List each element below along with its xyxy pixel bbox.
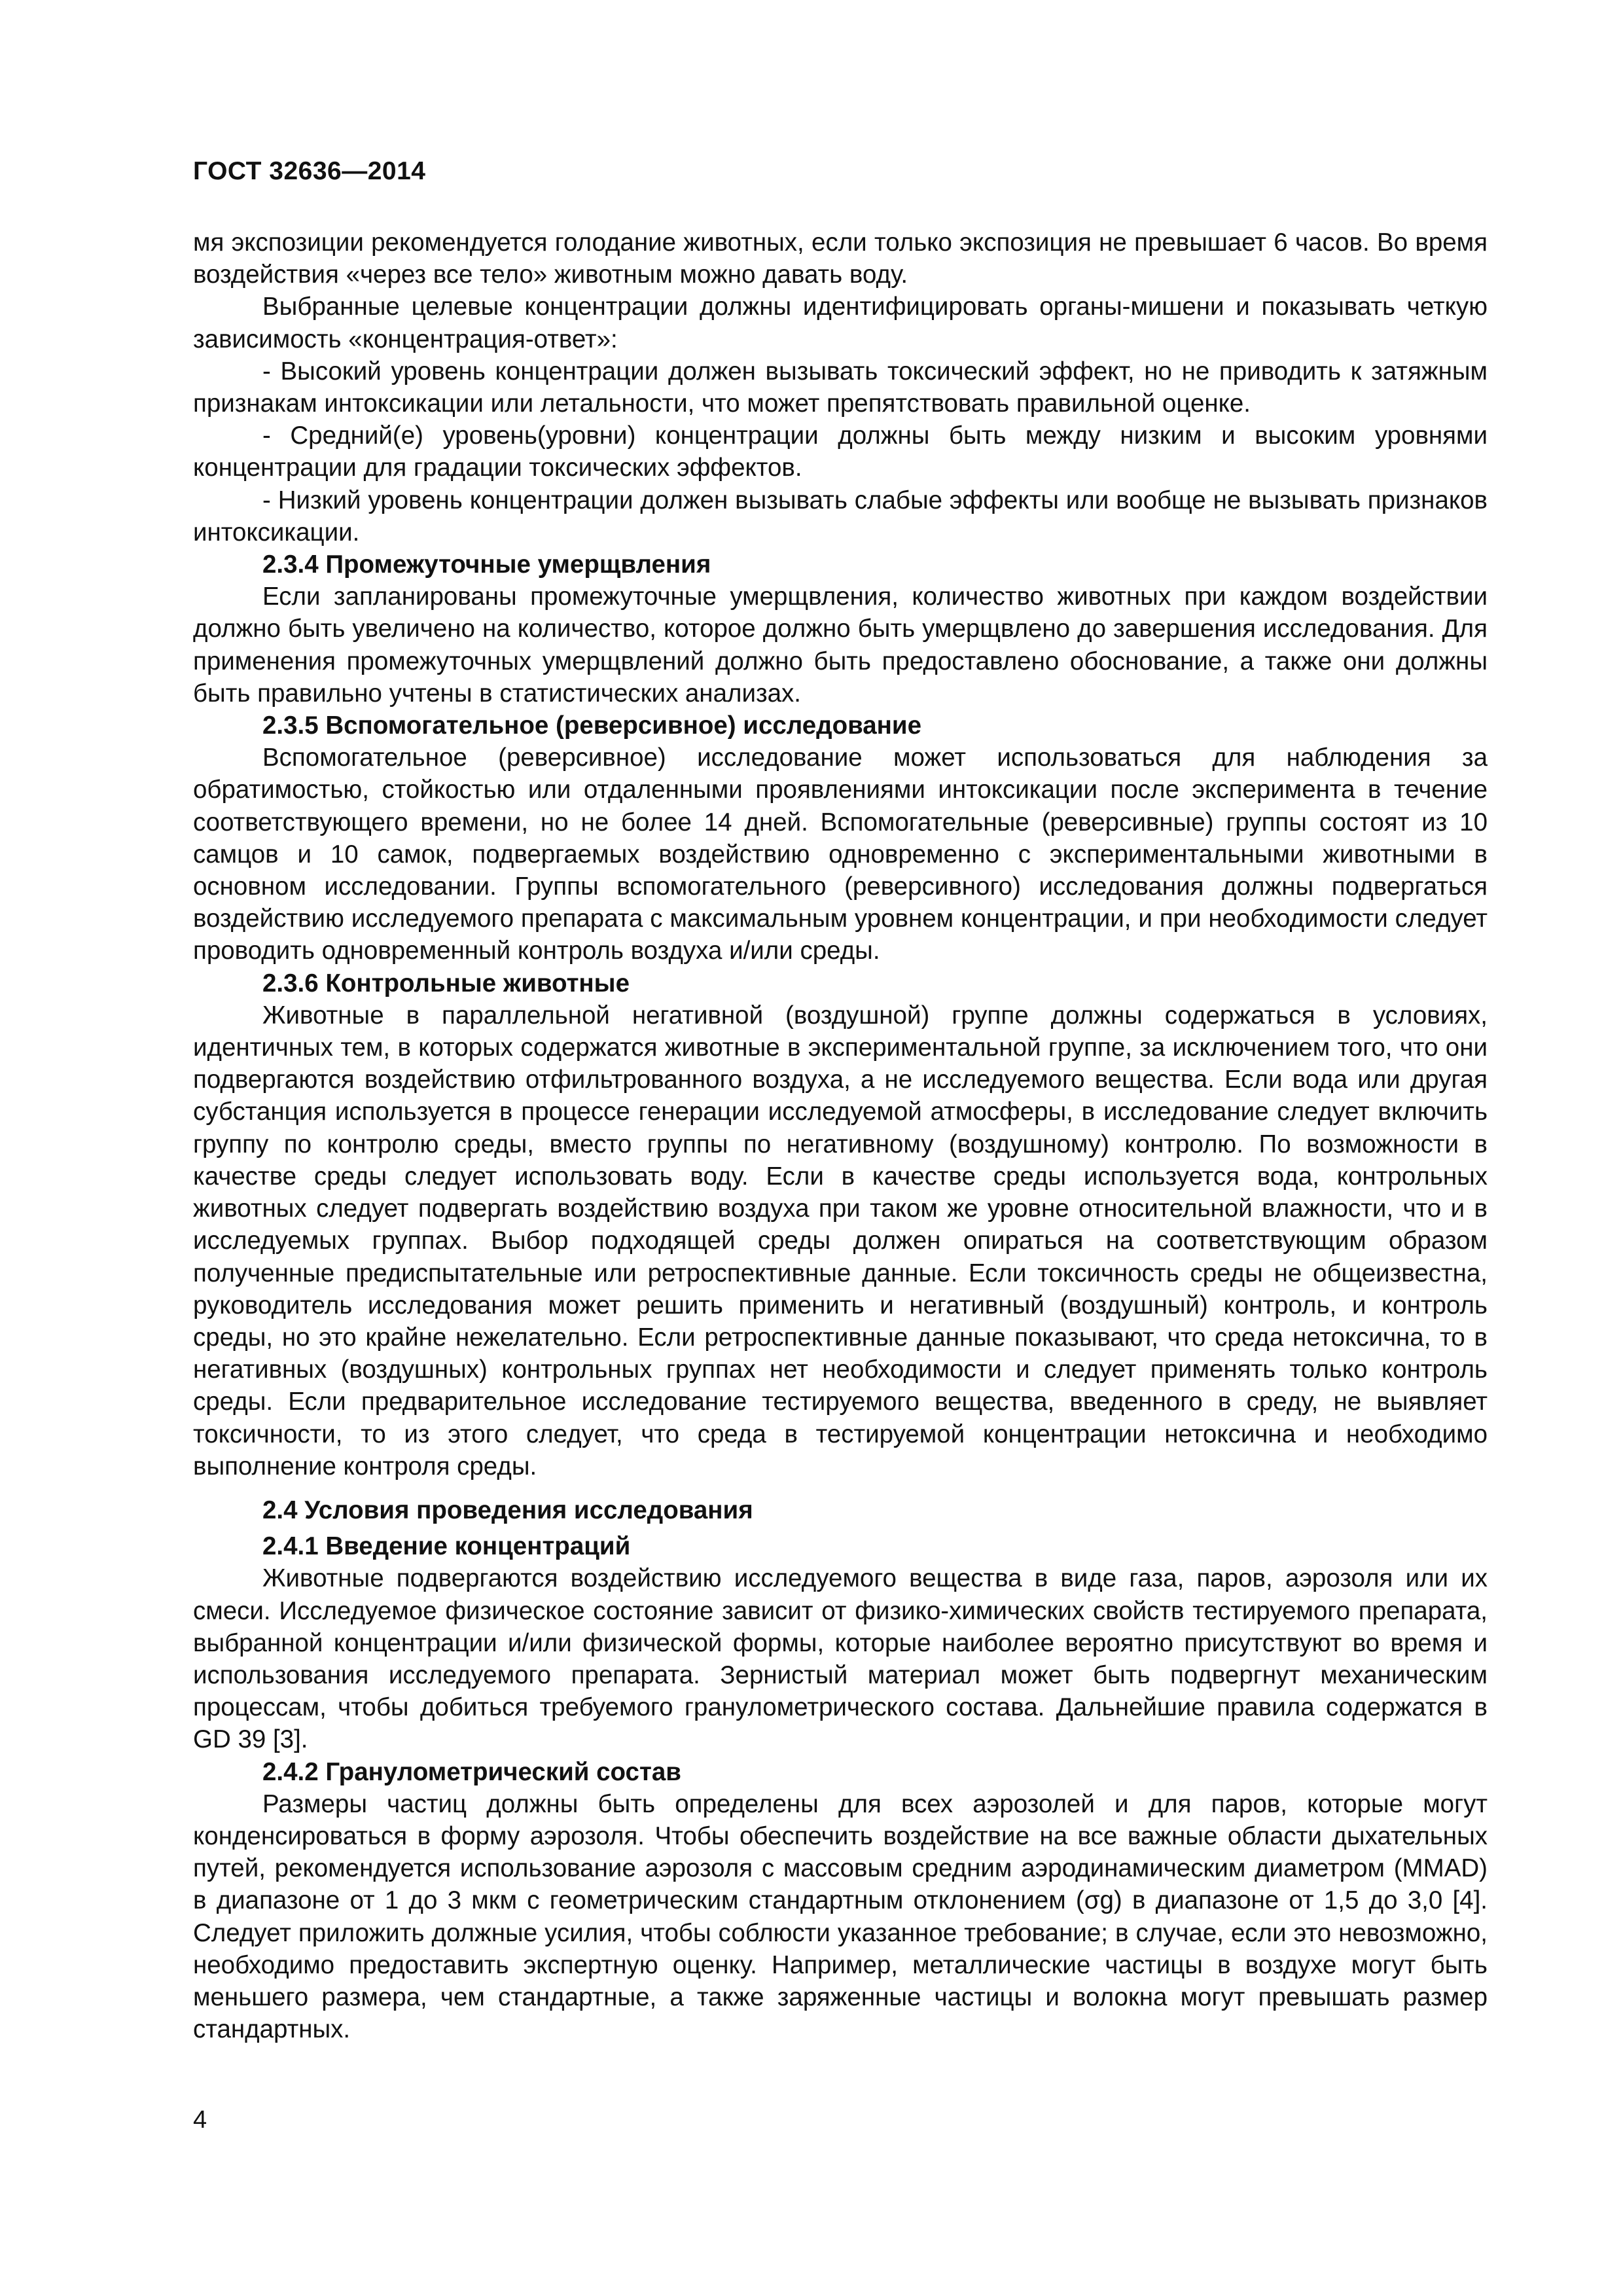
low-concentration-item: - Низкий уровень концентрации должен вызывать слабые эффекты или вообще не вызывать признаков интоксикации. bbox=[193, 486, 1488, 547]
section-heading-2-4-2: 2.4.2 Гранулометрический состав bbox=[262, 1757, 681, 1786]
body-text bbox=[193, 226, 1488, 2045]
standard-header: ГОСТ 32636—2014 bbox=[193, 157, 426, 185]
section-paragraph-2-4-2: Размеры частиц должны быть определены для всех аэрозолей и для паров, которые могут конденсироваться в форму аэрозоля. Чтобы обеспечить воздействие на все важные области дыхательных путей, рекомендуется использование аэрозоля с массовым средним аэродинамическим диаметром (MMAD) в диапазоне от 1 до 3 мкм с геометрическим стандартным отклонением (σg) в диапазоне от 1,5 до 3,0 [4]. Следует приложить должные усилия, чтобы соблюсти указанное требование; в случае, если это невозможно, необходимо предоставить экспертную оценку. Например, металлические частицы в воздухе могут быть меньшего размера, чем стандартные, а также заряженные частицы и волокна могут превышать размер стандартных. bbox=[193, 1789, 1488, 2044]
section-paragraph-2-4-1: Животные подвергаются воздействию исследуемого вещества в виде газа, паров, аэрозоля или их смеси. Исследуемое физическое состояние зависит от физико-химических свойств тестируемого препарата, выбранной концентрации и/или физической формы, которые наиболее вероятно присутствуют во время и использования исследуемого препарата. Зернистый материал может быть подвергнут механическим процессам, чтобы добиться требуемого гранулометрического состава. Дальнейшие правила содержатся в GD 39 [3]. bbox=[193, 1564, 1488, 1754]
high-concentration-item: - Высокий уровень концентрации должен вызывать токсический эффект, но не приводить к затяжным признакам интоксикации или летальности, что может препятствовать правильной оценке. bbox=[193, 357, 1488, 418]
section-heading-2-3-6: 2.3.6 Контрольные животные bbox=[262, 969, 630, 997]
section-paragraph-2-3-6: Животные в параллельной негативной (воздушной) группе должны содержаться в условиях, идентичных тем, в которых содержатся животные в экспериментальной группе, за исключением того, что они подвергаются воздействию отфильтрованного воздуха, а не исследуемого вещества. Если вода или другая субстанция используется в процессе генерации исследуемой атмосферы, в исследование следует включить группу по контролю среды, вместо группы по негативному (воздушному) контролю. По возможности в качестве среды следует использовать воду. Если в качестве среды используется вода, контрольных животных следует подвергать воздействию воздуха при таком же уровне относительной влажности, что и в исследуемых группах. Выбор подходящей среды должен опираться на соответствующим образом полученные предиспытательные или ретроспективные данные. Если токсичность среды не общеизвестна, руководитель исследования может решить применить и негативный (воздушный) контроль, и контроль среды, но это крайне нежелательно. Если ретроспективные данные показывают, что среда нетоксична, то в негативных (воздушных) контрольных группах нет необходимости и следует применять только контроль среды. Если предварительное исследование тестируемого вещества, введенного в среду, не выявляет токсичности, то из этого следует, что среда в тестируемой концентрации нетоксична и необходимо выполнение контроля среды. bbox=[193, 1001, 1488, 1480]
section-heading-2-3-5: 2.3.5 Вспомогательное (реверсивное) исследование bbox=[262, 711, 922, 740]
section-heading-2-3-4: 2.3.4 Промежуточные умерщвления bbox=[262, 550, 711, 579]
section-heading-2-4-1: 2.4.1 Введение концентраций bbox=[262, 1532, 631, 1561]
concentrations-intro-paragraph: Выбранные целевые концентрации должны идентифицировать органы-мишени и показывать четкую зависимость «концентрация-ответ»: bbox=[193, 293, 1488, 353]
section-paragraph-2-3-4: Если запланированы промежуточные умерщвления, количество животных при каждом воздействии должно быть увеличено на количество, которое должно быть умерщвлено до завершения исследования. Для применения промежуточных умерщвлений должно быть предоставлено обоснование, а также они должны быть правильно учтены в статистических анализах. bbox=[193, 583, 1488, 708]
section-heading-2-4: 2.4 Условия проведения исследования bbox=[262, 1496, 753, 1524]
continuation-paragraph: мя экспозиции рекомендуется голодание животных, если только экспозиция не превышает 6 часов. Во время воздействия «через все тело» животным можно давать воду. bbox=[193, 228, 1488, 289]
section-paragraph-2-3-5: Вспомогательное (реверсивное) исследование может использоваться для наблюдения за обратимостью, стойкостью или отдаленными проявлениями интоксикации после эксперимента в течение соответствующего времени, но не более 14 дней. Вспомогательные (реверсивные) группы состоят из 10 самцов и 10 самок, подвергаемых воздействию одновременно с экспериментальными животными в основном исследовании. Группы вспомогательного (реверсивного) исследования должны подвергаться воздействию исследуемого препарата с максимальным уровнем концентрации, и при необходимости следует проводить одновременный контроль воздуха и/или среды. bbox=[193, 744, 1488, 965]
medium-concentration-item: - Средний(е) уровень(уровни) концентрации должны быть между низким и высоким уровнями концентрации для градации токсических эффектов. bbox=[193, 422, 1488, 482]
page-number: 4 bbox=[193, 2106, 207, 2134]
